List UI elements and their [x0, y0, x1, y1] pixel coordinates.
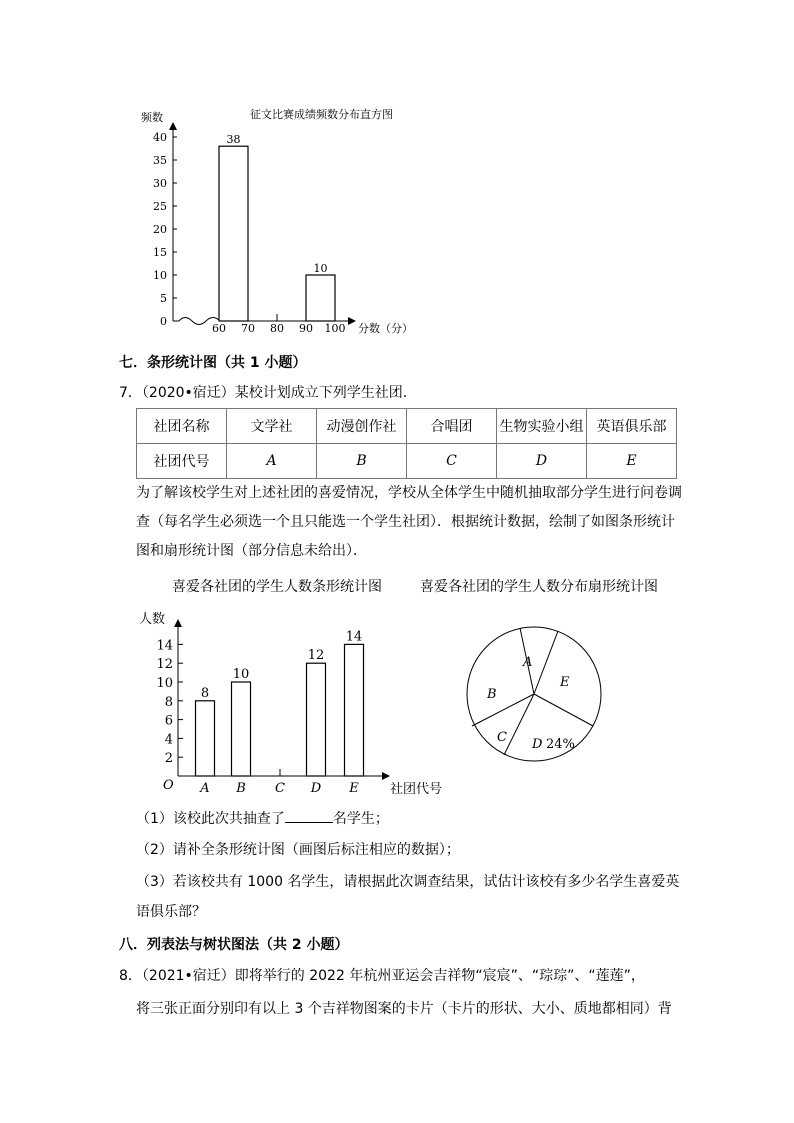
bar-chart-value-label: 8	[200, 685, 210, 701]
pie-percent-d: 24%	[546, 737, 575, 752]
table-cell: B	[317, 444, 407, 479]
bar-chart-value-label: 10	[232, 667, 250, 682]
bar-chart-bars	[196, 629, 364, 776]
bar-chart-y-tick-label: 6	[164, 713, 173, 729]
question-8-line-1: 8．（2021•宿迁）即将举行的 2022 年杭州亚运会吉祥物“宸宸”、“琮琮”、“莲莲”，	[119, 968, 645, 984]
bar-chart-y-tick-label: 8	[164, 694, 173, 710]
bar-chart-category-label: D	[310, 781, 322, 796]
section-8-heading: 八．列表法与树状图法（共 2 小题）	[119, 937, 349, 953]
histogram-x-label: 分数（分）	[358, 322, 413, 335]
histogram-x-tick-label: 100	[324, 322, 346, 335]
histogram-bar-label: 38	[226, 133, 241, 147]
table-cell: 合唱团	[407, 409, 497, 444]
pie-label-e: E	[560, 675, 570, 690]
bar-chart-x-arrow	[382, 772, 390, 780]
bar-chart-title: 喜爱各社团的学生人数条形统计图	[172, 579, 382, 595]
answer-blank[interactable]	[285, 808, 333, 823]
histogram-y-label: 频数	[141, 111, 163, 124]
bar-chart-bar	[196, 701, 215, 776]
bar-chart-category-label: B	[236, 781, 246, 796]
table-cell: D	[497, 444, 587, 479]
histogram-x-tick-label: 80	[270, 322, 284, 335]
part-1-text-before: （1）该校此次共抽查了	[136, 811, 285, 827]
bar-chart-value-label: 12	[307, 648, 325, 664]
pie-chart-title: 喜爱各社团的学生人数分布扇形统计图	[420, 579, 658, 595]
table-cell: 生物实验小组	[497, 409, 587, 444]
histogram-y-tick-label: 40	[153, 131, 167, 144]
histogram-x-tick-label: 60	[212, 322, 226, 335]
bar-chart-category-label: E	[349, 781, 359, 796]
bar-chart-category-label: C	[275, 781, 285, 796]
club-pie-chart	[462, 612, 607, 777]
bar-chart-y-tick-label: 12	[156, 657, 173, 673]
histogram-y-tick-label: 5	[160, 292, 167, 305]
histogram-title: 征文比赛成绩频数分布直方图	[250, 108, 393, 121]
bar-chart-bar	[345, 644, 364, 776]
bar-chart-x-label: 社团代号	[390, 782, 443, 797]
question-7-description: 为了解该校学生对上述社团的喜爱情况，学校从全体学生中随机抽取部分学生进行问卷调查（每名学生必须选一个且只能选一个学生社团）．根据统计数据，绘制了如图条形统计图和扇形统计图（部分信息未给出）．	[136, 485, 682, 559]
bar-chart-bar	[307, 663, 326, 776]
section-7-heading: 七．条形统计图（共 1 小题）	[119, 355, 307, 371]
question-7-part-1	[136, 808, 389, 828]
bar-chart-y-ticks	[156, 638, 183, 766]
pie-label-b: B	[487, 687, 497, 702]
table-cell: 文学社	[227, 409, 317, 444]
question-7-intro: 7．（2020•宿迁）某校计划成立下列学生社团.	[119, 385, 408, 401]
club-table	[136, 408, 677, 479]
bar-chart-y-arrow	[174, 619, 182, 627]
bar-chart-category-label: A	[200, 781, 210, 796]
table-cell: C	[407, 444, 497, 479]
part-1-text-after: 名学生；	[332, 811, 389, 827]
club-bar-chart	[130, 605, 460, 800]
frequency-histogram	[130, 100, 430, 345]
bar-chart-origin: O	[163, 778, 174, 793]
histogram-x-tick-label: 70	[241, 322, 255, 335]
table-cell: 社团代号	[137, 444, 227, 479]
histogram-y-arrow	[169, 122, 177, 130]
bar-chart-y-tick-label: 10	[156, 676, 173, 691]
bar-chart-y-tick-label: 2	[164, 751, 173, 767]
question-7-part-2: （2）请补全条形统计图（画图后标注相应的数据）；	[136, 842, 460, 858]
question-7-part-3-continued: 语俱乐部？	[136, 904, 206, 920]
histogram-bar	[219, 146, 248, 321]
histogram-y-tick-label: 0	[160, 315, 167, 328]
table-cell: E	[587, 444, 677, 479]
bar-chart-y-tick-label: 4	[164, 732, 173, 748]
question-8-line-2: 将三张正面分别印有以上 3 个吉祥物图案的卡片（卡片的形状、大小、质地都相同）背	[136, 1001, 672, 1017]
table-cell: 社团名称	[137, 409, 227, 444]
histogram-x-tick-label: 90	[299, 322, 313, 335]
table-cell: A	[227, 444, 317, 479]
pie-label-c: C	[497, 730, 507, 745]
pie-label-a: A	[523, 655, 533, 670]
bar-chart-y-tick-label: 14	[156, 638, 173, 654]
table-cell: 动漫创作社	[317, 409, 407, 444]
club-table-code-row	[137, 444, 677, 479]
pie-label-d: D	[532, 737, 543, 752]
histogram-bar	[306, 275, 335, 321]
histogram-y-tick-label: 20	[153, 223, 167, 236]
histogram-x-arrow	[348, 317, 356, 325]
question-7-part-3: （3）若该校共有 1000 名学生，请根据此次调查结果，试估计该校有多少名学生喜爱英	[136, 874, 680, 890]
histogram-y-tick-label: 15	[153, 246, 167, 259]
histogram-y-tick-label: 10	[153, 269, 167, 282]
histogram-y-tick-label: 30	[153, 177, 167, 190]
bar-chart-bar	[232, 682, 251, 776]
club-table-header-row	[137, 409, 677, 444]
histogram-bars	[219, 133, 335, 321]
bar-chart-x-ticks	[199, 769, 359, 796]
table-cell: 英语俱乐部	[587, 409, 677, 444]
bar-chart-y-label: 人数	[139, 612, 166, 627]
histogram-y-tick-label: 35	[153, 154, 167, 167]
histogram-y-tick-label: 25	[153, 200, 167, 213]
histogram-bar-label: 10	[313, 262, 328, 275]
bar-chart-value-label: 14	[345, 629, 363, 645]
